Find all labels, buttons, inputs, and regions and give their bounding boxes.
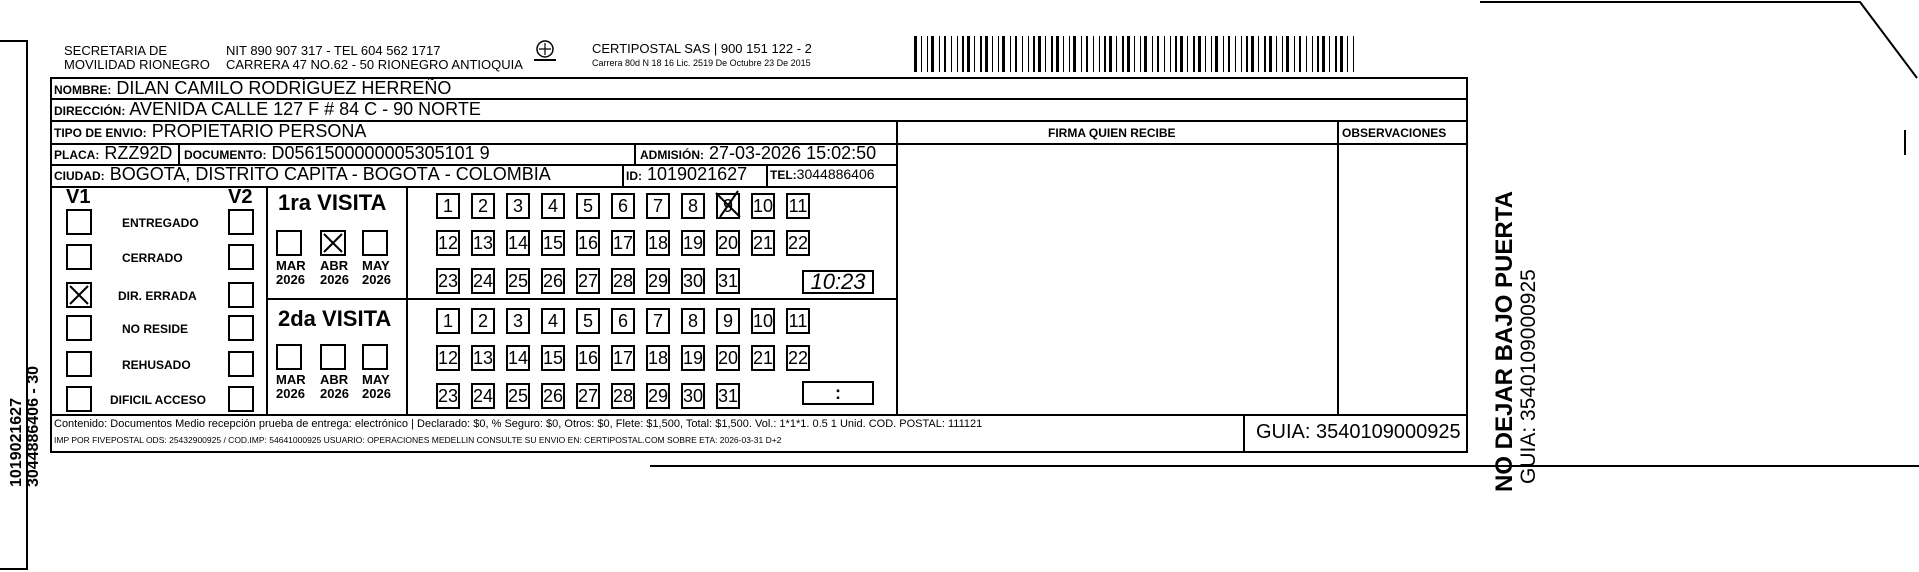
second-day-cell[interactable]: 23 — [436, 383, 460, 409]
firma-label: FIRMA QUIEN RECIBE — [1048, 126, 1176, 140]
first-day-cell[interactable]: 6 — [611, 193, 635, 219]
second-day-cell[interactable]: 3 — [506, 308, 530, 334]
first-day-cell[interactable]: 15 — [541, 230, 565, 256]
first-year-label: 2026 — [320, 272, 349, 287]
placa-label: PLACA: — [54, 148, 100, 162]
status-label: DIR. ERRADA — [118, 289, 197, 303]
left-edge-strip — [0, 40, 28, 570]
left-edge-phone: 3044886406 - 30 — [25, 366, 42, 487]
v2-checkbox[interactable] — [228, 209, 254, 235]
second-year-label: 2026 — [276, 386, 305, 401]
second-month-label: MAY — [362, 372, 390, 387]
first-day-cell[interactable]: 25 — [506, 268, 530, 294]
second-day-cell[interactable]: 18 — [646, 345, 670, 371]
v2-checkbox[interactable] — [228, 315, 254, 341]
first-day-cell[interactable]: 23 — [436, 268, 460, 294]
admision-row — [640, 143, 876, 164]
first-day-cell[interactable]: 2 — [471, 193, 495, 219]
first-month-label: MAY — [362, 258, 390, 273]
second-day-cell[interactable]: 20 — [716, 345, 740, 371]
first-visit-time[interactable]: 10:23 — [802, 270, 874, 294]
documento-value: D0561500000005305101 9 — [271, 143, 490, 163]
first-day-cross-mark — [714, 189, 742, 219]
tipo-label: TIPO DE ENVIO: — [54, 126, 147, 140]
v2-checkbox[interactable] — [228, 386, 254, 412]
v2-checkbox[interactable] — [228, 351, 254, 377]
second-day-cell[interactable]: 21 — [751, 345, 775, 371]
second-day-cell[interactable]: 25 — [506, 383, 530, 409]
documento-row — [184, 143, 490, 164]
org-name: SECRETARIA DE MOVILIDAD RIONEGRO — [64, 43, 210, 72]
first-month-checkbox[interactable] — [320, 230, 346, 256]
v2-label: V2 — [228, 186, 253, 208]
status-label: ENTREGADO — [122, 216, 199, 230]
direccion-row — [54, 99, 481, 120]
id-value: 1019021627 — [647, 164, 748, 184]
v2-checkbox[interactable] — [228, 244, 254, 270]
first-day-cell[interactable]: 19 — [681, 230, 705, 256]
first-month-checkbox[interactable] — [276, 230, 302, 256]
second-month-label: MAR — [276, 372, 306, 387]
first-day-cell[interactable]: 5 — [576, 193, 600, 219]
status-label: REHUSADO — [122, 358, 191, 372]
first-day-cell[interactable]: 12 — [436, 230, 460, 256]
footer-guia: GUIA: 3540109000925 — [1256, 421, 1461, 443]
first-day-cell[interactable]: 16 — [576, 230, 600, 256]
documento-label: DOCUMENTO: — [184, 148, 267, 162]
footer-imp: IMP POR FIVEPOSTAL ODS: 25432900925 / COD.IMP: 54641000925 USUARIO: OPERACIONES MEDELLIN CONSULTE SU ENVIO EN: CERTIPOSTAL.COM SOBRE ETA: 2026-03-31 D+2 — [54, 435, 782, 445]
nit-block: NIT 890 907 317 - TEL 604 562 1717 CARRERA 47 NO.62 - 50 RIONEGRO ANTIOQUIA — [226, 43, 523, 72]
corner-fold — [1480, 0, 1919, 90]
first-day-cell[interactable]: 27 — [576, 268, 600, 294]
second-day-cell[interactable]: 24 — [471, 383, 495, 409]
first-day-cell[interactable]: 14 — [506, 230, 530, 256]
first-day-cell[interactable]: 3 — [506, 193, 530, 219]
first-day-cell[interactable]: 4 — [541, 193, 565, 219]
second-day-cell[interactable]: 8 — [681, 308, 705, 334]
placa-row — [54, 143, 172, 164]
postal-logo-icon — [532, 38, 558, 64]
ciudad-label: CIUDAD: — [54, 169, 105, 183]
second-visit-title: 2da VISITA — [278, 306, 392, 331]
second-day-cell[interactable]: 11 — [786, 308, 810, 334]
second-day-cell[interactable]: 4 — [541, 308, 565, 334]
left-edge-id: 1019021627 — [8, 398, 25, 487]
v1-checkbox[interactable] — [66, 209, 92, 235]
first-day-cell[interactable]: 29 — [646, 268, 670, 294]
left-edge-text — [8, 327, 42, 487]
no-dejar-label: NO DEJAR BAJO PUERTA — [1491, 191, 1518, 492]
ciudad-value: BOGOTA, DISTRITO CAPITA - BOGOTÁ - COLOMBIA — [109, 164, 551, 184]
second-day-cell[interactable]: 14 — [506, 345, 530, 371]
second-visit-time[interactable]: : — [802, 381, 874, 405]
v1-checkbox[interactable] — [66, 351, 92, 377]
first-day-cell[interactable]: 22 — [786, 230, 810, 256]
status-label: DIFICIL ACCESO — [110, 393, 207, 407]
first-day-cell[interactable]: 1 — [436, 193, 460, 219]
footer-contenido: Contenido: Documentos Medio recepción prueba de entrega: electrónico | Declarado: $0, % Seguro: $0, Otros: $0, Flete: $1,500, Total: $1,500. Vol.: 1*1*1. 0.5 1 Unid. COD. POSTAL: 111121 — [54, 418, 983, 430]
second-day-cell[interactable]: 6 — [611, 308, 635, 334]
first-year-label: 2026 — [276, 272, 305, 287]
first-day-cell[interactable]: 30 — [681, 268, 705, 294]
v2-checkbox[interactable] — [228, 282, 254, 308]
second-day-cell[interactable]: 13 — [471, 345, 495, 371]
second-day-cell[interactable]: 7 — [646, 308, 670, 334]
admision-value: 27-03-2026 15:02:50 — [709, 143, 877, 163]
tipo-value: PROPIETARIO PERSONA — [151, 121, 367, 141]
first-day-cell[interactable]: 8 — [681, 193, 705, 219]
second-day-cell[interactable]: 2 — [471, 308, 495, 334]
tel-value: 3044886406 — [796, 166, 875, 182]
first-day-cell[interactable]: 17 — [611, 230, 635, 256]
first-day-cell[interactable]: 26 — [541, 268, 565, 294]
bottom-edge-line — [650, 465, 1919, 467]
second-day-cell[interactable]: 29 — [646, 383, 670, 409]
status-label: CERRADO — [122, 251, 183, 265]
observaciones-label: OBSERVACIONES — [1342, 126, 1447, 140]
first-month-label: ABR — [320, 258, 349, 273]
placa-value: RZZ92D — [104, 143, 173, 163]
first-day-cell[interactable]: 18 — [646, 230, 670, 256]
side-text — [1492, 92, 1552, 492]
second-year-label: 2026 — [362, 386, 391, 401]
barcode — [914, 36, 1354, 72]
second-month-checkbox[interactable] — [276, 344, 302, 370]
second-day-cell[interactable]: 19 — [681, 345, 705, 371]
second-day-cell[interactable]: 10 — [751, 308, 775, 334]
tipo-row — [54, 121, 366, 142]
second-month-label: ABR — [320, 372, 349, 387]
right-edge-mark — [1904, 130, 1906, 155]
first-day-cell[interactable]: 21 — [751, 230, 775, 256]
second-day-cell[interactable]: 30 — [681, 383, 705, 409]
second-day-cell[interactable]: 26 — [541, 383, 565, 409]
second-day-cell[interactable]: 28 — [611, 383, 635, 409]
second-day-cell[interactable]: 16 — [576, 345, 600, 371]
ciudad-row — [54, 164, 551, 185]
second-day-cell[interactable]: 15 — [541, 345, 565, 371]
side-guia: GUIA: 3540109000925 — [1517, 269, 1540, 484]
second-year-label: 2026 — [320, 386, 349, 401]
v1-checkbox[interactable] — [66, 244, 92, 270]
first-day-cell[interactable]: 7 — [646, 193, 670, 219]
first-day-cell[interactable]: 9 — [716, 193, 740, 219]
first-day-cell[interactable]: 24 — [471, 268, 495, 294]
first-visit-title: 1ra VISITA — [278, 190, 387, 215]
v1-checkbox[interactable] — [66, 282, 92, 308]
first-day-cell[interactable]: 20 — [716, 230, 740, 256]
id-row — [626, 164, 747, 185]
first-day-cell[interactable]: 13 — [471, 230, 495, 256]
second-day-cell[interactable]: 17 — [611, 345, 635, 371]
tel-row — [770, 166, 875, 182]
status-label: NO RESIDE — [122, 322, 189, 336]
first-day-cell[interactable]: 11 — [786, 193, 810, 219]
courier-block: CERTIPOSTAL SAS | 900 151 122 - 2 Carrera 80d N 18 16 Lic. 2519 De Octubre 23 De 2015 — [592, 41, 812, 68]
nombre-value: DILAN CAMILO RODRÍGUEZ HERREÑO — [116, 78, 452, 98]
second-day-cell[interactable]: 31 — [716, 383, 740, 409]
id-label: ID: — [626, 169, 642, 183]
first-month-label: MAR — [276, 258, 306, 273]
v1-checkbox[interactable] — [66, 386, 92, 412]
v1-checkbox[interactable] — [66, 315, 92, 341]
second-day-cell[interactable]: 12 — [436, 345, 460, 371]
nombre-row — [54, 78, 451, 99]
v1-label: V1 — [66, 186, 91, 208]
second-day-cell[interactable]: 5 — [576, 308, 600, 334]
first-day-cell[interactable]: 31 — [716, 268, 740, 294]
nombre-label: NOMBRE: — [54, 83, 112, 97]
direccion-value: AVENIDA CALLE 127 F # 84 C - 90 NORTE — [129, 99, 481, 119]
second-day-cell[interactable]: 9 — [716, 308, 740, 334]
first-day-cell[interactable]: 10 — [751, 193, 775, 219]
second-day-cell[interactable]: 1 — [436, 308, 460, 334]
first-month-checkbox[interactable] — [362, 230, 388, 256]
first-year-label: 2026 — [362, 272, 391, 287]
first-day-cell[interactable]: 28 — [611, 268, 635, 294]
second-month-checkbox[interactable] — [362, 344, 388, 370]
tel-label: TEL: — [770, 168, 797, 182]
admision-label: ADMISIÓN: — [640, 148, 704, 162]
second-day-cell[interactable]: 22 — [786, 345, 810, 371]
second-day-cell[interactable]: 27 — [576, 383, 600, 409]
second-month-checkbox[interactable] — [320, 344, 346, 370]
direccion-label: DIRECCIÓN: — [54, 104, 126, 118]
